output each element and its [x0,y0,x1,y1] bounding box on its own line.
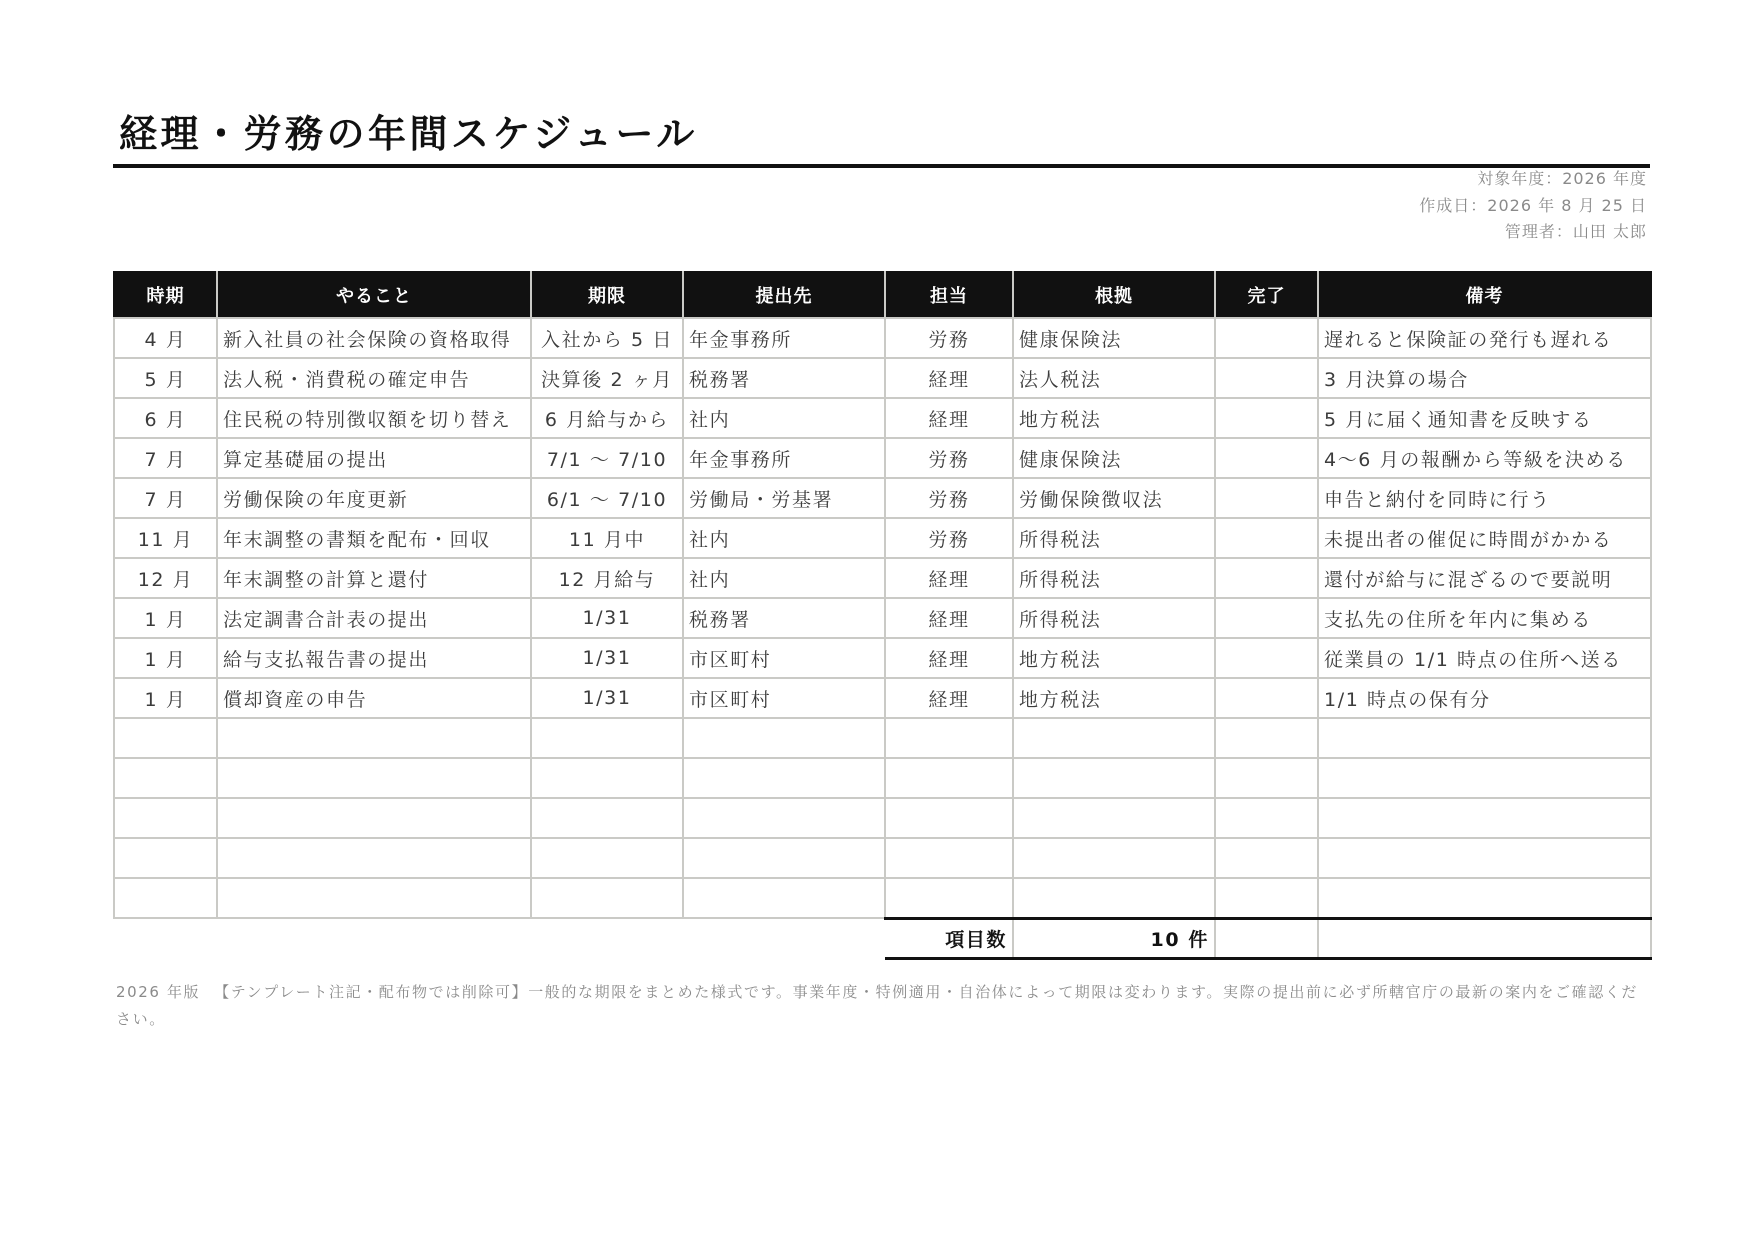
empty-cell [114,838,217,878]
schedule-table [113,271,1652,960]
basis-cell: 所得税法 [1013,518,1215,558]
empty-cell [1318,838,1651,878]
deadline-cell: 6/1 〜 7/10 [531,478,683,518]
submit-to-cell: 社内 [683,518,885,558]
notes-cell: 3 月決算の場合 [1318,358,1651,398]
empty-cell [1013,798,1215,838]
done-cell [1215,638,1318,678]
done-cell [1215,398,1318,438]
empty-cell [1013,758,1215,798]
owner-cell: 経理 [885,358,1013,398]
done-cell [1215,358,1318,398]
period-cell: 1 月 [114,678,217,718]
empty-cell [683,878,885,918]
notes-cell: 従業員の 1/1 時点の住所へ送る [1318,638,1651,678]
empty-cell [531,838,683,878]
header-notes: 備考 [1318,272,1651,318]
empty-cell [114,718,217,758]
table-row [114,638,1651,678]
table-row [114,478,1651,518]
done-cell [1215,558,1318,598]
owner-cell: 労務 [885,478,1013,518]
submit-to-cell: 社内 [683,558,885,598]
empty-cell [1215,718,1318,758]
summary-spacer [114,918,217,958]
deadline-cell: 6 月給与から [531,398,683,438]
header-submit-to: 提出先 [683,272,885,318]
empty-cell [885,798,1013,838]
table-row [114,358,1651,398]
empty-cell [683,838,885,878]
table-summary [114,918,1651,958]
fiscal-year-label: 対象年度：2026 年度 [1477,169,1647,188]
basis-cell: 所得税法 [1013,598,1215,638]
edition-label: 2026 年版 [116,983,201,1001]
empty-cell [217,758,531,798]
empty-cell [531,718,683,758]
empty-cell [1215,838,1318,878]
table-row [114,678,1651,718]
empty-cell [531,878,683,918]
owner-cell: 経理 [885,558,1013,598]
template-note: 【テンプレート注記・配布物では削除可】一般的な期限をまとめた様式です。事業年度・特例適用・自治体によって期限は変わります。実際の提出前に必ず所轄官庁の最新の案内をご確認ください。 [116,983,1639,1028]
empty-cell [683,718,885,758]
notes-cell: 還付が給与に混ざるので要説明 [1318,558,1651,598]
notes-cell: 未提出者の催促に時間がかかる [1318,518,1651,558]
task-cell: 給与支払報告書の提出 [217,638,531,678]
table-body [114,318,1651,918]
empty-cell [683,758,885,798]
empty-cell [114,758,217,798]
submit-to-cell: 市区町村 [683,678,885,718]
task-cell: 年末調整の計算と還付 [217,558,531,598]
summary-row [114,918,1651,958]
basis-cell: 労働保険徴収法 [1013,478,1215,518]
empty-cell [885,718,1013,758]
blank-row [114,758,1651,798]
header-owner: 担当 [885,272,1013,318]
done-cell [1215,598,1318,638]
empty-cell [114,798,217,838]
footer-note [116,979,1650,1033]
notes-cell: 申告と納付を同時に行う [1318,478,1651,518]
header-row [114,272,1651,318]
period-cell: 12 月 [114,558,217,598]
table-header [114,272,1651,318]
empty-cell [217,878,531,918]
document-meta [1419,166,1647,246]
empty-cell [217,798,531,838]
header-period: 時期 [114,272,217,318]
empty-cell [1318,718,1651,758]
notes-cell: 支払先の住所を年内に集める [1318,598,1651,638]
deadline-cell: 決算後 2 ヶ月 [531,358,683,398]
table-row [114,598,1651,638]
summary-spacer [531,918,683,958]
notes-cell: 遅れると保険証の発行も遅れる [1318,318,1651,358]
deadline-cell: 入社から 5 日 [531,318,683,358]
basis-cell: 地方税法 [1013,678,1215,718]
empty-cell [885,878,1013,918]
period-cell: 7 月 [114,478,217,518]
period-cell: 11 月 [114,518,217,558]
done-cell [1215,478,1318,518]
task-cell: 法人税・消費税の確定申告 [217,358,531,398]
basis-cell: 地方税法 [1013,638,1215,678]
header-basis: 根拠 [1013,272,1215,318]
submit-to-cell: 年金事務所 [683,318,885,358]
empty-cell [1013,718,1215,758]
deadline-cell: 11 月中 [531,518,683,558]
owner-cell: 経理 [885,638,1013,678]
created-date-label: 作成日：2026 年 8 月 25 日 [1419,195,1647,215]
deadline-cell: 1/31 [531,638,683,678]
item-count-label: 項目数 [885,918,1013,958]
empty-cell [114,878,217,918]
deadline-cell: 7/1 〜 7/10 [531,438,683,478]
item-count-value: 10 件 [1013,918,1215,958]
done-cell [1215,438,1318,478]
task-cell: 償却資産の申告 [217,678,531,718]
summary-empty-cell [1318,918,1651,958]
page-title: 経理・労務の年間スケジュール [119,112,698,156]
submit-to-cell: 社内 [683,398,885,438]
owner-cell: 経理 [885,398,1013,438]
empty-cell [1215,798,1318,838]
owner-cell: 労務 [885,518,1013,558]
basis-cell: 法人税法 [1013,358,1215,398]
owner-cell: 経理 [885,598,1013,638]
submit-to-cell: 税務署 [683,358,885,398]
blank-row [114,718,1651,758]
blank-row [114,878,1651,918]
period-cell: 5 月 [114,358,217,398]
deadline-cell: 1/31 [531,598,683,638]
summary-spacer [217,918,531,958]
task-cell: 住民税の特別徴収額を切り替え [217,398,531,438]
period-cell: 7 月 [114,438,217,478]
submit-to-cell: 税務署 [683,598,885,638]
table-row [114,438,1651,478]
notes-cell: 4〜6 月の報酬から等級を決める [1318,438,1651,478]
notes-cell: 1/1 時点の保有分 [1318,678,1651,718]
table-row [114,318,1651,358]
period-cell: 4 月 [114,318,217,358]
empty-cell [1318,878,1651,918]
table-row [114,398,1651,438]
table-row [114,558,1651,598]
header-deadline: 期限 [531,272,683,318]
task-cell: 年末調整の書類を配布・回収 [217,518,531,558]
header-task: やること [217,272,531,318]
submit-to-cell: 市区町村 [683,638,885,678]
table-row [114,518,1651,558]
notes-cell: 5 月に届く通知書を反映する [1318,398,1651,438]
task-cell: 労働保険の年度更新 [217,478,531,518]
summary-empty-cell [1215,918,1318,958]
header-done: 完了 [1215,272,1318,318]
period-cell: 1 月 [114,598,217,638]
empty-cell [217,718,531,758]
empty-cell [217,838,531,878]
submit-to-cell: 労働局・労基署 [683,478,885,518]
basis-cell: 健康保険法 [1013,318,1215,358]
empty-cell [1215,878,1318,918]
empty-cell [885,758,1013,798]
empty-cell [1013,838,1215,878]
deadline-cell: 1/31 [531,678,683,718]
empty-cell [1013,878,1215,918]
empty-cell [531,798,683,838]
manager-label: 管理者：山田 太郎 [1504,222,1647,241]
basis-cell: 地方税法 [1013,398,1215,438]
period-cell: 1 月 [114,638,217,678]
empty-cell [1318,798,1651,838]
empty-cell [683,798,885,838]
empty-cell [1318,758,1651,798]
done-cell [1215,518,1318,558]
basis-cell: 所得税法 [1013,558,1215,598]
done-cell [1215,318,1318,358]
task-cell: 算定基礎届の提出 [217,438,531,478]
owner-cell: 経理 [885,678,1013,718]
basis-cell: 健康保険法 [1013,438,1215,478]
deadline-cell: 12 月給与 [531,558,683,598]
empty-cell [531,758,683,798]
empty-cell [1215,758,1318,798]
blank-row [114,838,1651,878]
summary-spacer [683,918,885,958]
blank-row [114,798,1651,838]
period-cell: 6 月 [114,398,217,438]
empty-cell [885,838,1013,878]
task-cell: 新入社員の社会保険の資格取得 [217,318,531,358]
owner-cell: 労務 [885,318,1013,358]
submit-to-cell: 年金事務所 [683,438,885,478]
owner-cell: 労務 [885,438,1013,478]
done-cell [1215,678,1318,718]
task-cell: 法定調書合計表の提出 [217,598,531,638]
